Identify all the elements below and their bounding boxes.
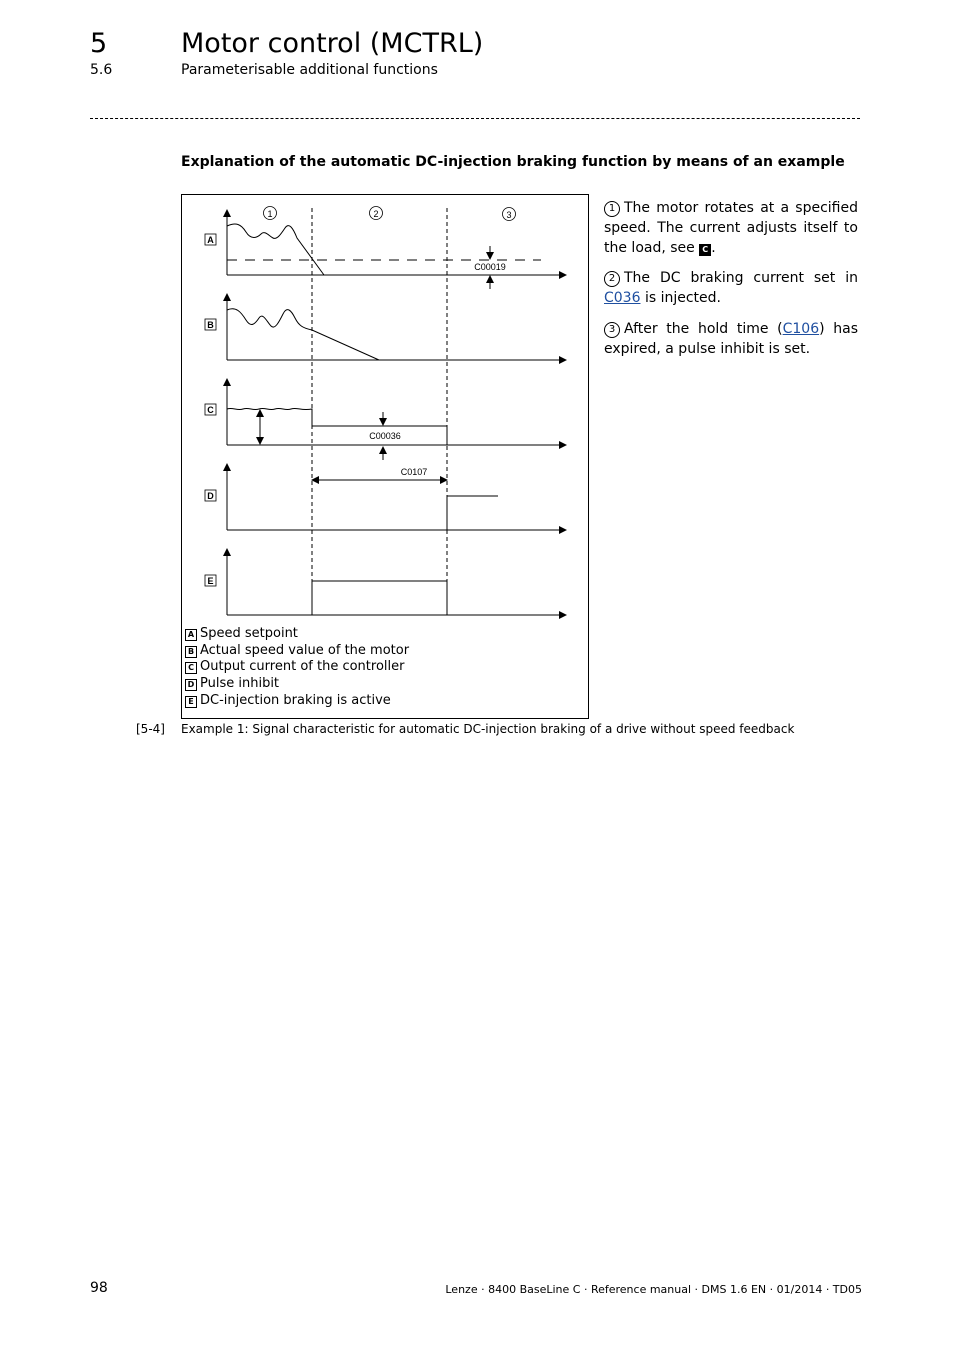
speed-setpoint-curve [227, 224, 324, 275]
label-c0107: C0107 [400, 467, 428, 477]
legend-letter-a: A [185, 629, 197, 641]
legend-letter-c: C [185, 662, 197, 674]
description-1-end: . [711, 240, 716, 256]
figure-caption: Example 1: Signal characteristic for automatic DC-injection braking of a drive without speed feedback [181, 722, 795, 736]
section-number: 5.6 [90, 62, 113, 78]
row-letter-a: A [207, 235, 214, 245]
step-marker-3: 3 [604, 322, 620, 338]
description-1 [604, 198, 858, 258]
legend-item-a [185, 626, 298, 641]
legend-item-c [185, 659, 404, 674]
description-1-text: The motor rotates at a specified speed. The current adjusts itself to the load, see [604, 200, 858, 256]
chapter-number: 5 [90, 28, 108, 59]
description-3-text: After the hold time ( [624, 321, 783, 337]
legend-letter-b: B [185, 646, 197, 658]
legend-item-b [185, 643, 409, 658]
phase-label-1: 1 [267, 209, 273, 219]
label-c00036: C00036 [369, 431, 401, 441]
dc-braking-active-curve [312, 581, 447, 615]
row-letter-b: B [207, 320, 214, 330]
footer-doc-info: Lenze · 8400 BaseLine C · Reference manual · DMS 1.6 EN · 01/2014 · TD05 [445, 1283, 862, 1296]
step-marker-1: 1 [604, 201, 620, 217]
chapter-title: Motor control (MCTRL) [181, 28, 484, 59]
legend-letter-d: D [185, 679, 197, 691]
legend-item-d [185, 676, 279, 691]
legend-item-e [185, 693, 391, 708]
link-c106[interactable]: C106 [782, 321, 820, 337]
figure-number: [5-4] [136, 722, 165, 736]
description-2 [604, 268, 858, 308]
label-c00019: C00019 [474, 262, 506, 272]
link-c036[interactable]: C036 [604, 290, 641, 306]
description-3 [604, 319, 858, 359]
ref-letter-c: C [699, 244, 711, 256]
phase-label-2: 2 [373, 209, 379, 219]
description-3-end: ) has expired, a pulse inhibit is set. [604, 321, 858, 357]
section-title: Parameterisable additional functions [181, 62, 438, 78]
page-number: 98 [90, 1280, 108, 1296]
legend-text-c: Output current of the controller [200, 659, 405, 674]
legend-text-d: Pulse inhibit [200, 676, 280, 691]
legend-text-e: DC-injection braking is active [200, 693, 391, 708]
header-rule [90, 118, 860, 119]
step-marker-2: 2 [604, 271, 620, 287]
legend-text-a: Speed setpoint [200, 626, 298, 641]
description-2-end: is injected. [644, 290, 721, 306]
signal-diagram [181, 194, 589, 634]
legend-letter-e: E [185, 696, 197, 708]
phase-label-3: 3 [506, 210, 512, 220]
row-letter-c: C [207, 405, 214, 415]
pulse-inhibit-curve [447, 496, 498, 530]
section-heading: Explanation of the automatic DC-injection braking function by means of an example [181, 154, 845, 170]
legend-text-b: Actual speed value of the motor [200, 643, 410, 658]
description-2-text: The DC braking current set in [624, 270, 858, 286]
row-letter-e: E [207, 576, 214, 586]
row-letter-d: D [207, 491, 214, 501]
actual-speed-curve [227, 309, 379, 360]
